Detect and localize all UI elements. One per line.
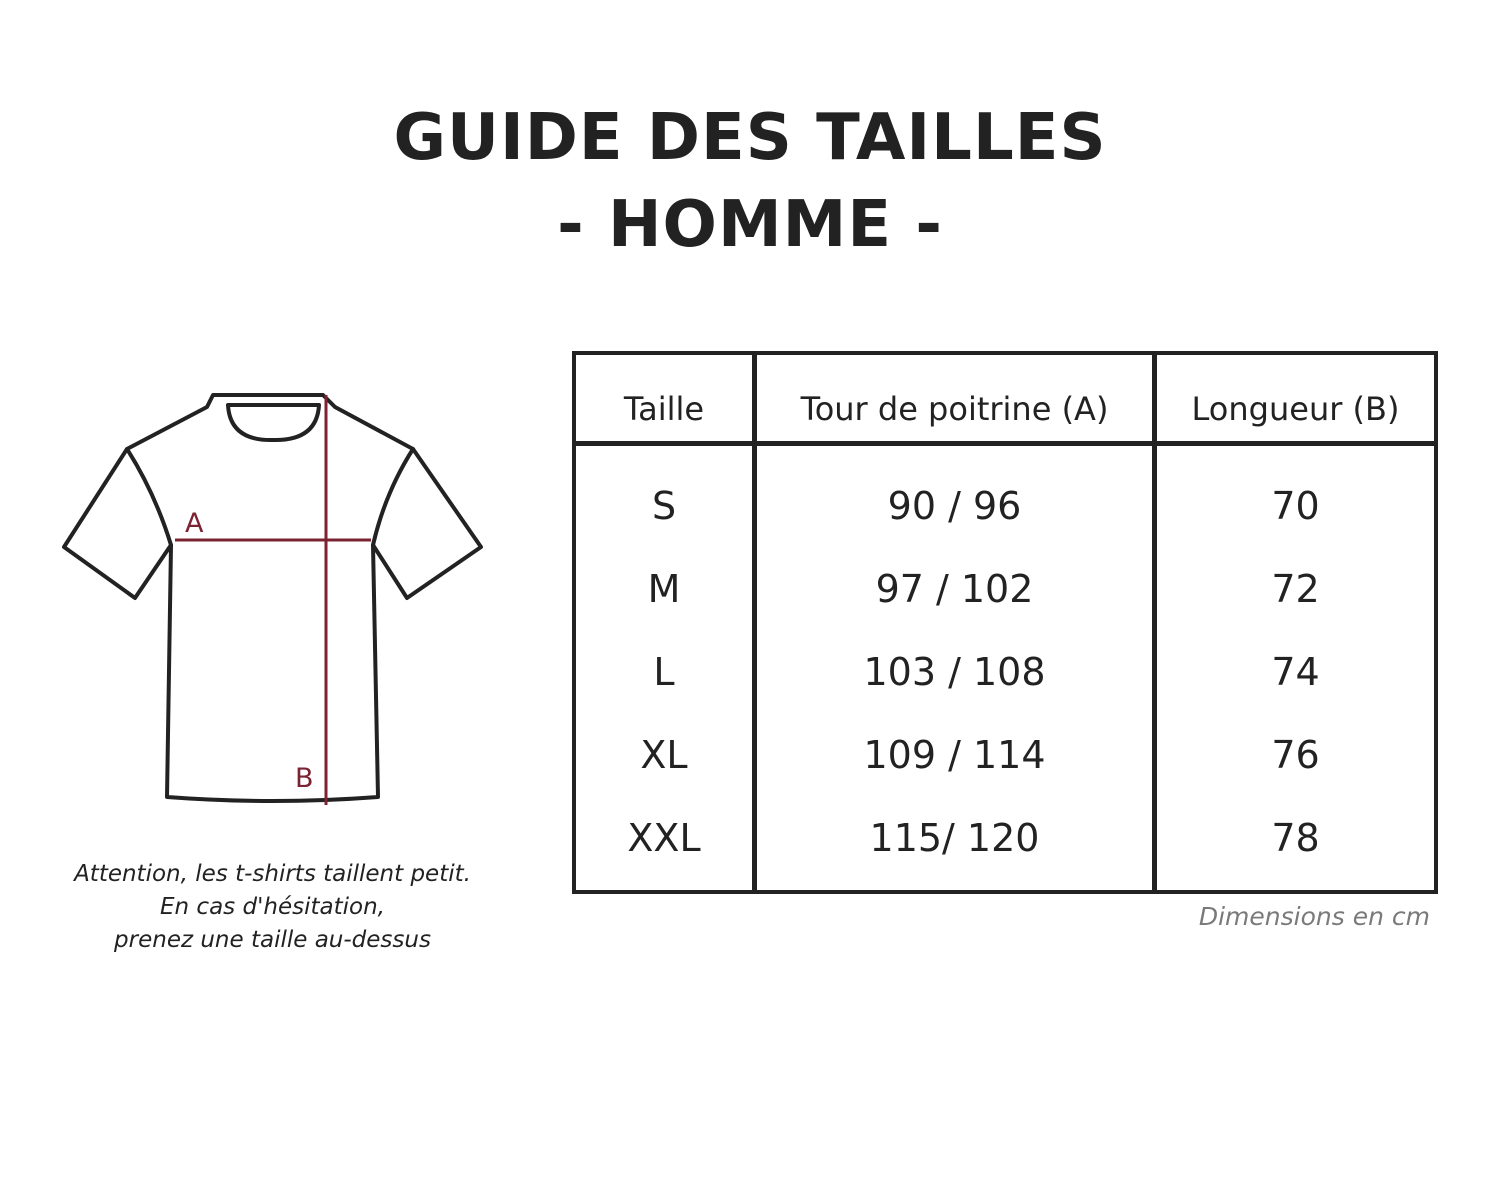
row-m-size: M	[647, 567, 681, 611]
row-xl-length: 76	[1271, 733, 1320, 777]
row-xxl-chest: 115/ 120	[869, 816, 1040, 860]
units-note: Dimensions en cm	[1198, 902, 1430, 931]
tshirt-outline	[64, 395, 481, 801]
note-line-2: En cas d'hésitation,	[160, 894, 385, 920]
tshirt-body-outline	[64, 395, 481, 801]
header-chest: Tour de poitrine (A)	[800, 390, 1109, 428]
column-divider	[1152, 355, 1157, 890]
page-subtitle: - HOMME -	[557, 188, 943, 262]
row-m-chest: 97 / 102	[875, 567, 1034, 611]
row-xxl-length: 78	[1271, 816, 1320, 860]
header-length: Longueur (B)	[1191, 390, 1400, 428]
row-xl-chest: 109 / 114	[863, 733, 1046, 777]
row-s-length: 70	[1271, 484, 1320, 528]
header-size: Taille	[623, 390, 705, 428]
column-divider	[752, 355, 757, 890]
row-l-size: L	[653, 650, 675, 694]
row-xl-size: XL	[640, 733, 688, 777]
note-line-3: prenez une taille au-dessus	[114, 927, 431, 953]
page-title: GUIDE DES TAILLES	[393, 101, 1107, 175]
sizing-advice-note	[20, 858, 525, 957]
row-l-chest: 103 / 108	[863, 650, 1046, 694]
row-l-length: 74	[1271, 650, 1320, 694]
label-b: B	[295, 763, 314, 794]
row-xxl-size: XXL	[627, 816, 701, 860]
row-s-chest: 90 / 96	[887, 484, 1022, 528]
tshirt-collar	[228, 405, 319, 440]
tshirt-measurement-diagram	[55, 385, 495, 815]
label-a: A	[185, 508, 204, 539]
size-chart-table	[572, 351, 1438, 894]
tshirt-left-sleeve-seam	[127, 449, 171, 545]
note-line-1: Attention, les t-shirts taillent petit.	[74, 861, 471, 887]
row-m-length: 72	[1271, 567, 1320, 611]
header-divider	[576, 441, 1434, 446]
row-s-size: S	[651, 484, 677, 528]
tshirt-right-sleeve-seam	[373, 449, 413, 545]
